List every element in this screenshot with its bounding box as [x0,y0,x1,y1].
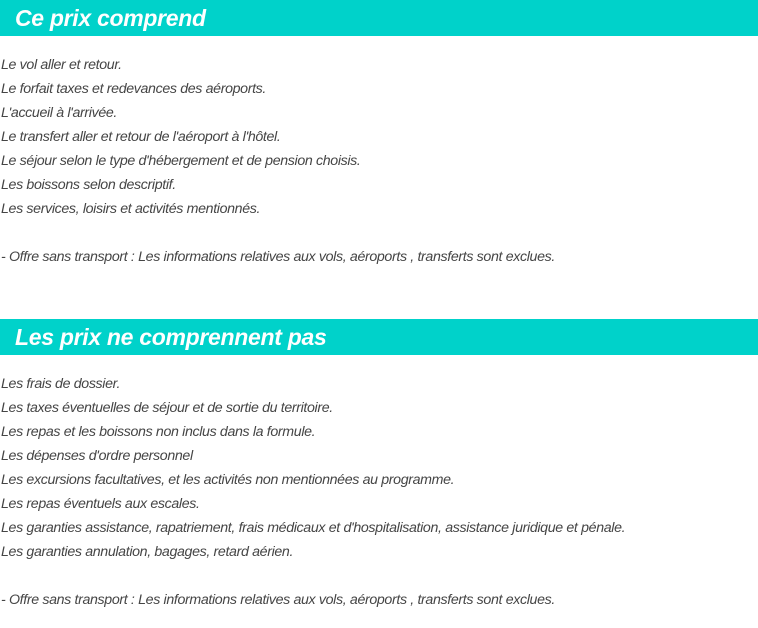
list-item: Les taxes éventuelles de séjour et de sortie du territoire. [1,400,333,416]
list-item: Les garanties annulation, bagages, retard aérien. [1,544,294,560]
excluded-section-header [0,319,758,355]
excluded-list [1,372,625,564]
list-item: Le forfait taxes et redevances des aéroports. [1,81,267,97]
list-item: Les repas éventuels aux escales. [1,496,200,512]
included-list [1,53,361,221]
list-item: Les repas et les boissons non inclus dans la formule. [1,424,316,440]
included-section-title: Ce prix comprend [15,5,206,31]
list-item: Le vol aller et retour. [1,57,122,73]
list-item: Le séjour selon le type d'hébergement et de pension choisis. [1,153,361,169]
list-item: Les garanties assistance, rapatriement, frais médicaux et d'hospitalisation, assistance juridique et pénale. [1,520,626,536]
list-item: Les excursions facultatives, et les activités non mentionnées au programme. [1,472,455,488]
excluded-section-title: Les prix ne comprennent pas [15,324,327,350]
list-item: Les services, loisirs et activités mentionnés. [1,201,261,217]
list-item: Les dépenses d'ordre personnel [1,448,193,464]
excluded-no-transport-note: - Offre sans transport : Les informations relatives aux vols, aéroports , transferts sont exclues. [1,592,555,608]
included-no-transport-note: - Offre sans transport : Les informations relatives aux vols, aéroports , transferts sont exclues. [1,249,555,265]
list-item: Les boissons selon descriptif. [1,177,176,193]
list-item: Les frais de dossier. [1,376,121,392]
list-item: L'accueil à l'arrivée. [1,105,118,121]
list-item: Le transfert aller et retour de l'aéroport à l'hôtel. [1,129,281,145]
included-section-header [0,0,758,36]
